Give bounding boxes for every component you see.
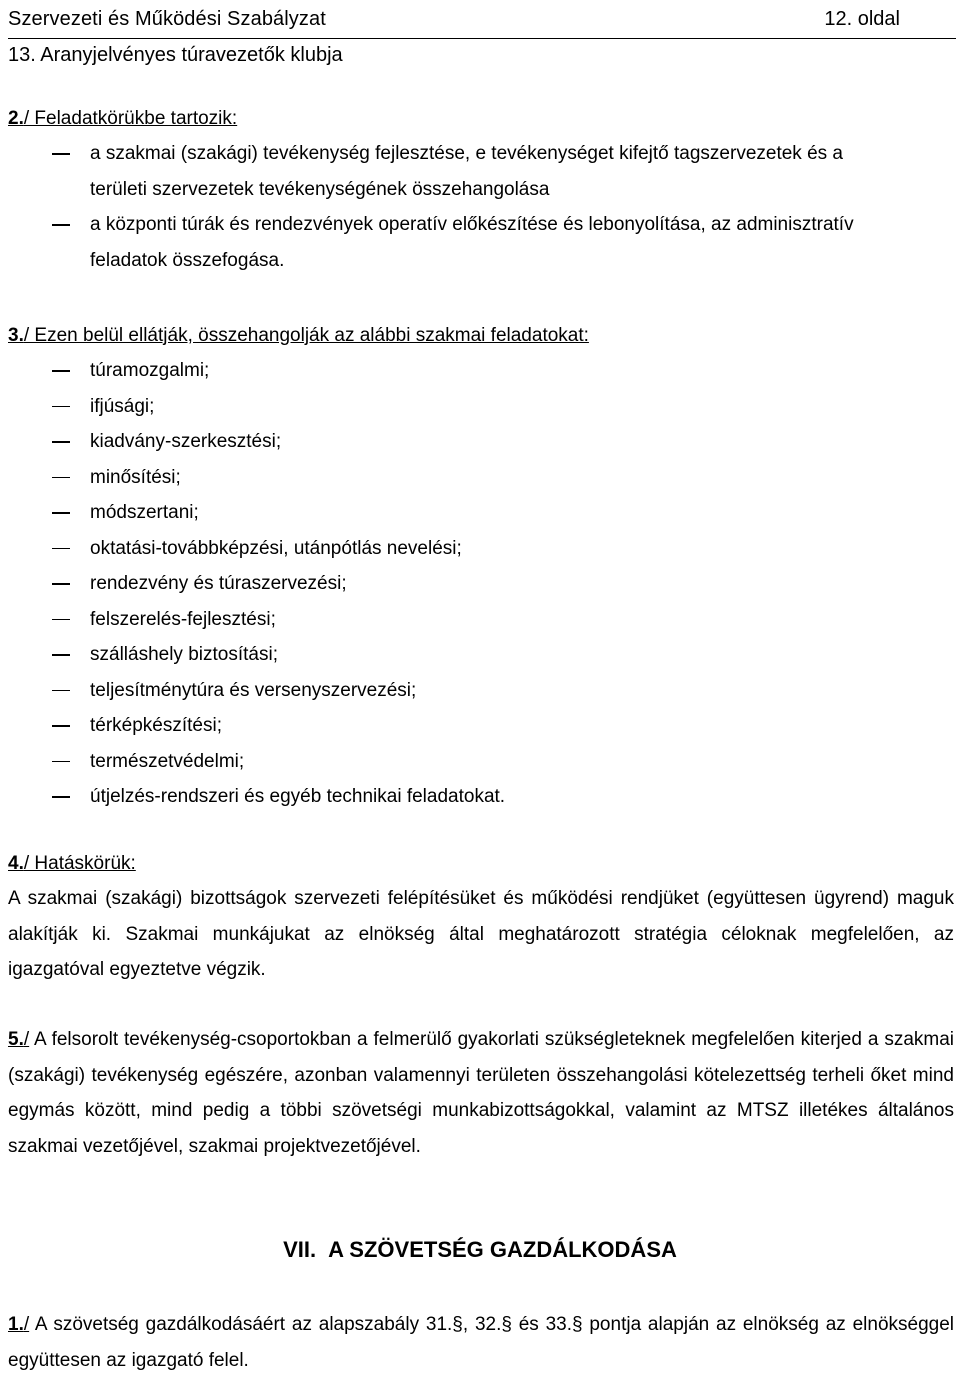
item-5-text: 5./ A felsorolt tevékenység-csoportokban a felmerülő gyakorlati szükségleteknek megfelelően kiterjed a szakmai (szakági) tevékenység egészére, azonban valamennyi területen összehangolási kötelezettség terheli őket mind egymás között, mind pedig a többi szövetségi munkabizottságokkal, valamint az MTSZ illetékes általános szakmai vezetőjével, szakmai projektvezetőjével. [8, 1029, 955, 1157]
list-item: minősítési; [8, 460, 954, 496]
list-item: természetvédelmi; [8, 744, 954, 780]
chapter-heading [0, 1232, 960, 1268]
item-3-heading [8, 318, 954, 353]
list-item: rendezvény és túraszervezési; [8, 566, 954, 602]
item-2 [8, 101, 954, 278]
dash-bullet-icon [52, 548, 70, 550]
chapter-item-1-number: 1. [8, 1314, 24, 1335]
dash-bullet-icon [52, 654, 70, 656]
list-item: térképkészítési; [8, 708, 954, 744]
dash-bullet-icon [52, 153, 70, 155]
section-heading: 13. Aranyjelvényes túravezetők klubja [8, 44, 343, 66]
dash-bullet-icon [52, 477, 70, 479]
item-5 [8, 1022, 954, 1164]
dash-bullet-icon [52, 512, 70, 514]
item-2-number: 2. [8, 108, 24, 129]
dash-bullet-icon [52, 224, 70, 226]
page-header [8, 0, 956, 39]
dash-bullet-icon [52, 406, 70, 408]
item-3-list [8, 353, 954, 815]
list-item: a központi túrák és rendezvények operatív előkészítése és lebonyolítása, az adminisztratív feladatok összefogása. [8, 207, 954, 278]
document-title: Szervezeti és Működési Szabályzat [8, 7, 326, 30]
list-item: ifjúsági; [8, 389, 954, 425]
chapter-number: VII. [283, 1237, 317, 1262]
list-item: teljesítménytúra és versenyszervezési; [8, 673, 954, 709]
item-4-text: A szakmai (szakági) bizottságok szervezeti felépítésüket és működési rendjüket (együttesen ügyrend) maguk alakítják ki. Szakmai munkájukat az elnökség által meghatározott stratégia céloknak megfelelően, az igazgatóval egyeztetve végzik. [8, 888, 954, 980]
chapter-item-1 [8, 1307, 954, 1378]
item-4 [8, 846, 954, 988]
dash-bullet-icon [52, 690, 70, 692]
item-5-label: / [23, 1029, 30, 1050]
item-2-heading [8, 101, 954, 136]
dash-bullet-icon [52, 583, 70, 585]
item-2-label: / Feladatkörükbe tartozik: [23, 108, 238, 129]
chapter-item-1-text: 1./ A szövetség gazdálkodásáért az alapszabály 31.§, 32.§ és 33.§ pontja alapján az elnökség az elnökséggel együttesen az igazgató felel. [8, 1314, 954, 1371]
list-item: módszertani; [8, 495, 954, 531]
dash-bullet-icon [52, 725, 70, 727]
list-item: szálláshely biztosítási; [8, 637, 954, 673]
item-3 [8, 318, 954, 815]
list-item: oktatási-továbbképzési, utánpótlás nevelési; [8, 531, 954, 567]
list-item: felszerelés-fejlesztési; [8, 602, 954, 638]
item-5-number: 5. [8, 1029, 24, 1050]
dash-bullet-icon [52, 796, 70, 798]
item-3-label: / Ezen belül ellátják, összehangolják az alábbi szakmai feladatokat: [23, 325, 589, 346]
item-4-number: 4. [8, 853, 24, 874]
list-item: útjelzés-rendszeri és egyéb technikai feladatokat. [8, 779, 954, 815]
list-item: a szakmai (szakági) tevékenység fejlesztése, e tevékenységet kifejtő tagszervezetek és a területi szervezetek tevékenységének összehangolása [8, 136, 954, 207]
dash-bullet-icon [52, 619, 70, 621]
item-4-heading [8, 846, 954, 881]
item-3-number: 3. [8, 325, 24, 346]
dash-bullet-icon [52, 370, 70, 372]
chapter-item-1-label: / [23, 1314, 30, 1335]
dash-bullet-icon [52, 761, 70, 763]
dash-bullet-icon [52, 441, 70, 443]
list-item: kiadvány-szerkesztési; [8, 424, 954, 460]
list-item: túramozgalmi; [8, 353, 954, 389]
item-2-list [8, 136, 954, 278]
chapter-title: A SZÖVETSÉG GAZDÁLKODÁSA [328, 1237, 677, 1262]
item-4-label: / Hatáskörük: [23, 853, 136, 874]
page-number: 12. oldal [824, 7, 900, 30]
